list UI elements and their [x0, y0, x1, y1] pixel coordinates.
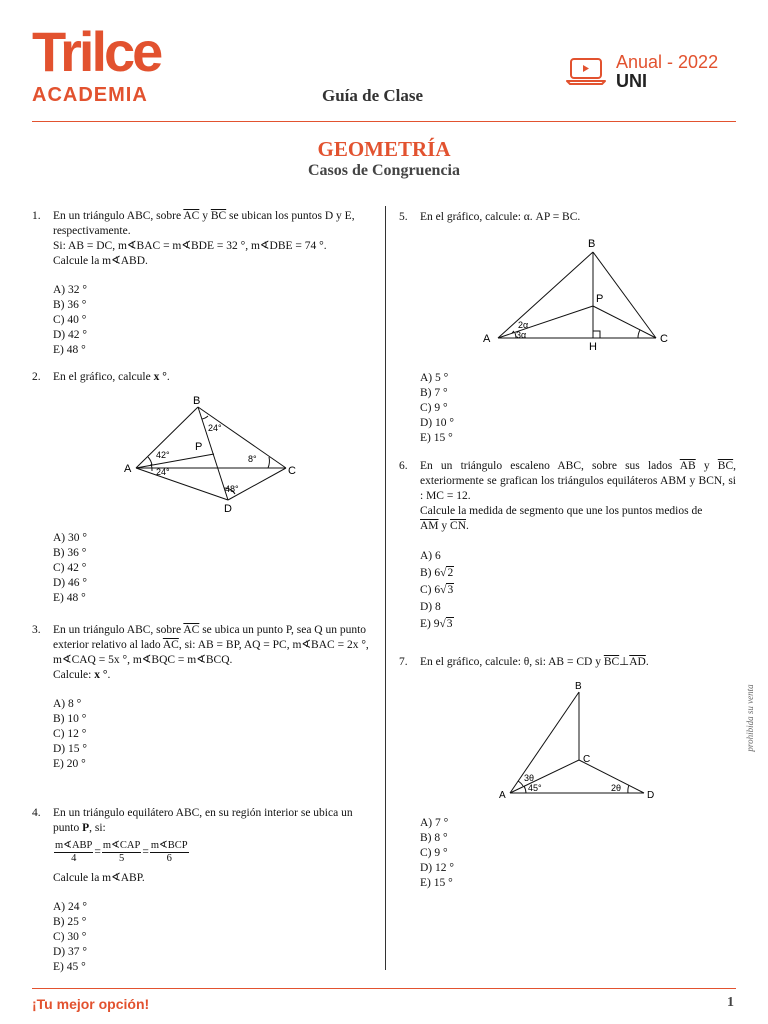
question-number: 4.: [32, 807, 41, 819]
figure-question-5: [478, 234, 674, 352]
brand-subtitle: ACADEMIA: [32, 84, 148, 106]
year-program: UNI: [616, 71, 647, 91]
point-a-label: A: [124, 463, 132, 475]
figure-question-2: [118, 392, 302, 516]
question-text: Calcule la medida de segmento que une los puntos medios de: [420, 505, 703, 517]
answer-option: D) 12 °: [420, 862, 454, 874]
angle-label: 2α: [518, 320, 529, 330]
question-2: [32, 370, 377, 385]
question-4: [32, 806, 377, 975]
question-text: En el gráfico, calcule: α. AP = BC.: [420, 211, 581, 223]
answer-option: E) 20 °: [53, 758, 86, 770]
point-a-label: A: [483, 333, 491, 345]
guide-title: Guía de Clase: [322, 86, 424, 105]
answer-option: C) 9 °: [420, 847, 448, 859]
answer-options: [53, 900, 377, 975]
page-number: 1: [727, 995, 734, 1010]
fraction: $\frac{\text{m∢CAP}}{5}$: [102, 840, 141, 864]
answer-option: A) 6: [420, 550, 441, 562]
answer-option: C) 30 °: [53, 931, 87, 943]
fraction: $\frac{\text{m∢ABP}}{4}$: [55, 840, 93, 864]
question-7-options: [399, 816, 744, 891]
point-b-label: B: [575, 681, 582, 692]
point-c-label: C: [660, 333, 668, 345]
question-number: 5.: [399, 211, 408, 223]
answer-option: B) 25 °: [53, 916, 87, 928]
question-text: Si: AB = DC, m∢BAC = m∢BDE = 32 °, m∢DBE = 74 °.: [53, 240, 327, 252]
answer-option: D) 42 °: [53, 329, 87, 341]
answer-option: A) 30 °: [53, 532, 87, 544]
answer-option: D) 15 °: [53, 743, 87, 755]
question-text: En el gráfico, calcule x °.: [53, 371, 170, 383]
question-2-options: [32, 531, 377, 606]
answer-option: B) 8 °: [420, 832, 448, 844]
question-number: 7.: [399, 656, 408, 668]
answer-option: D) 46 °: [53, 577, 87, 589]
answer-option: A) 8 °: [53, 698, 82, 710]
point-h-label: H: [589, 341, 597, 352]
angle-label: 3α: [516, 330, 527, 340]
answer-option: B) 7 °: [420, 387, 448, 399]
point-a-label: A: [499, 790, 506, 801]
answer-option: D) 8: [420, 601, 441, 613]
angle-label: 24°: [156, 467, 170, 477]
question-text: En un triángulo ABC, sobre $\overline{AC}$ y $\overline{BC}$ se ubican los puntos D y E, respectivamente.: [53, 210, 355, 237]
side-note: prohibida su venta: [745, 684, 755, 752]
answer-option: D) 10 °: [420, 417, 454, 429]
point-d-label: D: [647, 790, 655, 801]
answer-option: B) 36 °: [53, 299, 87, 311]
year-badge: [566, 52, 718, 90]
ratio-equation: $\frac{\text{m∢ABP}}{4}$ = $\frac{\text{m∢CAP}}{5}$ = $\frac{\text{m∢BCP}}{6}$: [55, 840, 188, 864]
question-7: [399, 655, 744, 670]
answer-option: E) 15 °: [420, 877, 453, 889]
header-divider: [32, 121, 736, 122]
answer-option: A) 7 °: [420, 817, 449, 829]
brand-logo: [32, 20, 161, 107]
question-text: En un triángulo equilátero ABC, en su región interior se ubica un punto P, si:: [53, 807, 353, 834]
question-text: En un triángulo ABC, sobre $\overline{AC}$ se ubica un punto P, sea Q un punto exterior relativo al lado $\overline{AC}$, si: AB = BP, AQ = PC, m∢BAC = 2x °, m∢CAQ = 5x °, m∢BQC = m∢BCQ.: [53, 624, 369, 666]
answer-option: A) 24 °: [53, 901, 87, 913]
point-c-label: C: [288, 465, 296, 477]
angle-label: 42°: [156, 450, 170, 460]
question-number: 3.: [32, 624, 41, 636]
question-text: Calcule la m∢ABD.: [53, 255, 148, 267]
question-text: En un triángulo escaleno ABC, sobre sus lados $\overline{AB}$ y $\overline{BC}$, exteriormente se grafican los triángulos equiláteros ABM y BCN, si : MC = 12.: [420, 460, 736, 502]
answer-option: C) 42 °: [53, 562, 87, 574]
angle-label: 2θ: [611, 783, 622, 793]
question-text: En el gráfico, calcule: θ, si: AB = CD y $\overline{BC}\perp\overline{AD}$.: [420, 656, 649, 668]
figure-question-7: [496, 678, 662, 802]
question-6: [399, 459, 736, 633]
point-p-label: P: [596, 293, 604, 305]
angle-label: 8°: [248, 454, 257, 464]
answer-options: [53, 697, 377, 772]
point-d-label: D: [224, 503, 232, 515]
angle-label: 24°: [208, 423, 222, 433]
point-c-label: C: [583, 754, 591, 765]
answer-option: C) 40 °: [53, 314, 87, 326]
year-label: Anual - 2022: [616, 52, 719, 72]
angle-label: 45°: [528, 783, 542, 793]
question-5-options: [399, 371, 744, 446]
column-divider: [385, 206, 386, 970]
answer-option: E) 15 °: [420, 432, 453, 444]
fraction: $\frac{\text{m∢BCP}}{6}$: [150, 840, 188, 864]
answer-options: [420, 548, 736, 633]
answer-option: B) 36 °: [53, 547, 87, 559]
question-number: 1.: [32, 210, 41, 222]
answer-option: A) 5 °: [420, 372, 449, 384]
footer-slogan: ¡Tu mejor opción!: [32, 996, 150, 1012]
brand-name: Trilce: [32, 20, 161, 83]
answer-option: E) 48 °: [53, 592, 86, 604]
answer-option: C) 12 °: [53, 728, 87, 740]
answer-option: E) 48 °: [53, 344, 86, 356]
question-1: [32, 209, 377, 358]
answer-option: E) 9√3: [420, 618, 453, 630]
subject-title: GEOMETRÍA: [317, 137, 451, 161]
point-b-label: B: [193, 395, 201, 407]
laptop-icon: [566, 56, 606, 86]
question-3: [32, 623, 377, 772]
answer-option: C) 9 °: [420, 402, 448, 414]
point-b-label: B: [588, 238, 596, 250]
question-text: Calcule la m∢ABP.: [53, 872, 145, 884]
question-text: $\overline{AM}$ y $\overline{CN}$.: [420, 520, 469, 532]
question-number: 6.: [399, 460, 408, 472]
answer-option: B) 6√2: [420, 567, 454, 579]
question-text: Calcule: x °.: [53, 669, 111, 681]
answer-option: E) 45 °: [53, 961, 86, 973]
answer-option: B) 10 °: [53, 713, 87, 725]
angle-label: 3θ: [524, 773, 535, 783]
angle-label: 48°: [225, 484, 239, 494]
answer-option: D) 37 °: [53, 946, 87, 958]
question-5: [399, 210, 744, 225]
answer-option: A) 32 °: [53, 284, 87, 296]
answer-options: [53, 283, 377, 358]
topic-title: Casos de Congruencia: [307, 162, 460, 179]
footer-divider: [32, 988, 736, 989]
question-number: 2.: [32, 371, 41, 383]
point-p-label: P: [195, 441, 203, 453]
answer-option: C) 6√3: [420, 584, 454, 596]
